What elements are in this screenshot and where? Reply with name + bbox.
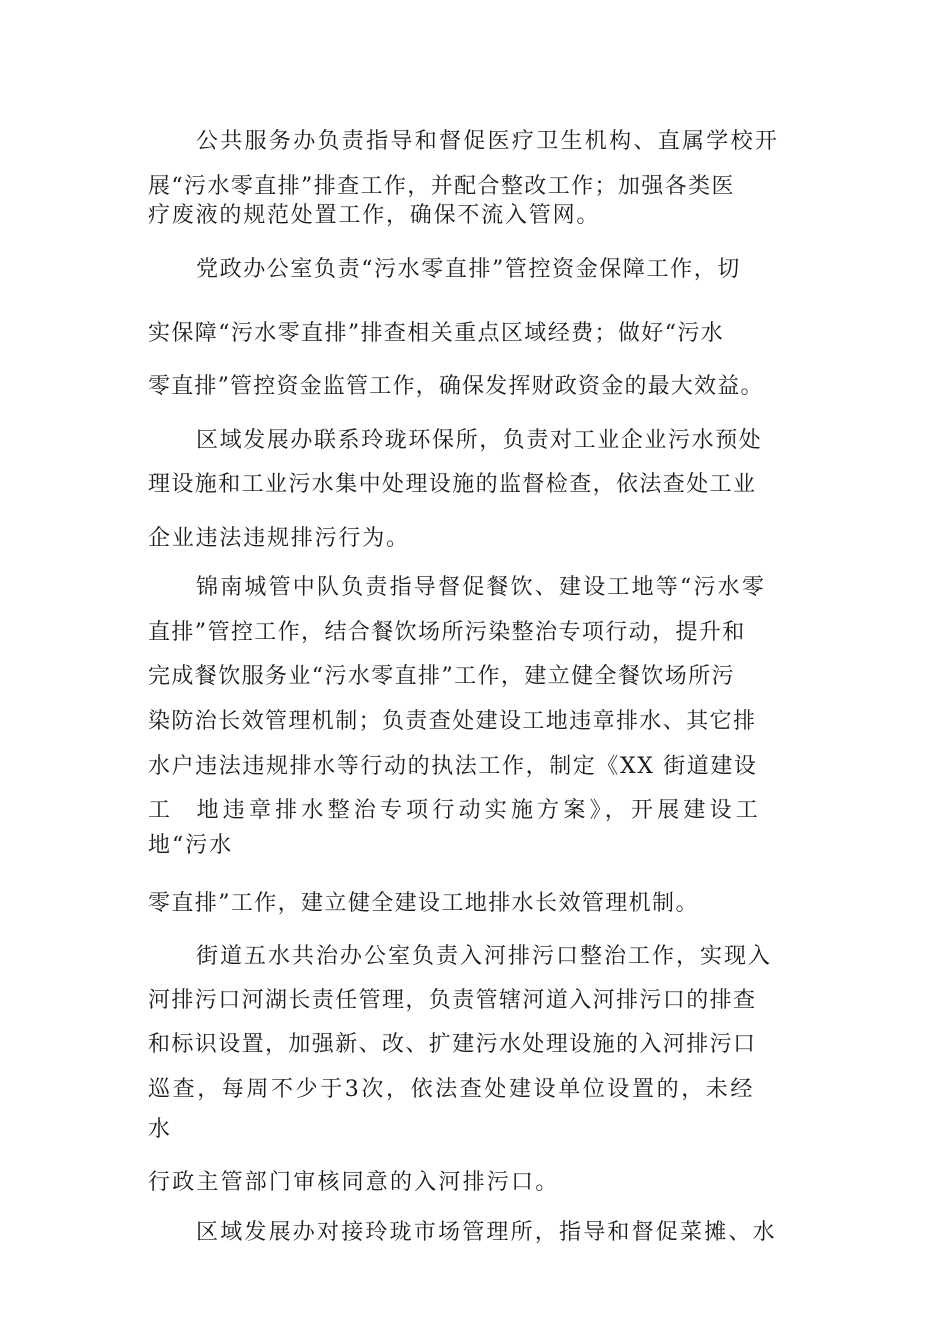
text-line: 展“污水零直排”排查工作，并配合整改工作；加强各类医	[148, 174, 735, 199]
text-line: 和标识设置，加强新、改、扩建污水处理设施的入河排污口	[148, 1032, 757, 1057]
text-line: 巡查，每周不少于3次，依法查处建设单位设置的，未经	[148, 1077, 755, 1102]
text-line: 实保障“污水零直排”排查相关重点区域经费；做好“污水	[148, 321, 725, 346]
text-line: 锦南城管中队负责指导督促餐饮、建设工地等“污水零	[196, 575, 767, 600]
text-line: 河排污口河湖长责任管理，负责管辖河道入河排污口的排查	[148, 988, 757, 1013]
text-line: 零直排”工作，建立健全建设工地排水长效管理机制。	[148, 891, 699, 916]
text-line: 理设施和工业污水集中处理设施的监督检查，依法查处工业	[148, 472, 757, 497]
text-line: 企业违法违规排污行为。	[148, 526, 410, 551]
text-line: 疗废液的规范处置工作，确保不流入管网。	[148, 203, 601, 228]
text-line: 区域发展办联系玲珑环保所，负责对工业企业污水预处	[196, 428, 763, 453]
text-line: 地“污水	[148, 833, 234, 858]
text-line: 完成餐饮服务业“污水零直排”工作，建立健全餐饮场所污	[148, 664, 735, 689]
text-line: 零直排”管控资金监管工作，确保发挥财政资金的最大效益。	[148, 374, 764, 399]
text-line: 水户违法违规排水等行动的执法工作，制定《XX 街道建设	[148, 754, 758, 779]
text-line: 街道五水共治办公室负责入河排污口整治工作，实现入	[196, 944, 773, 969]
text-line: 染防治长效管理机制；负责查处建设工地违章排水、其它排	[148, 709, 757, 734]
text-line: 区域发展办对接玲珑市场管理所，指导和督促菜摊、水	[196, 1220, 777, 1245]
text-line: 工 地违章排水整治专项行动实施方案》，开展建设工	[148, 798, 762, 823]
text-line: 行政主管部门审核同意的入河排污口。	[148, 1170, 560, 1195]
text-line: 党政办公室负责“污水零直排”管控资金保障工作，切	[196, 257, 741, 282]
text-line: 公共服务办负责指导和督促医疗卫生机构、直属学校开	[196, 129, 780, 154]
text-line: 直排”管控工作，结合餐饮场所污染整治专项行动，提升和	[148, 620, 746, 645]
text-line: 水	[148, 1117, 172, 1142]
